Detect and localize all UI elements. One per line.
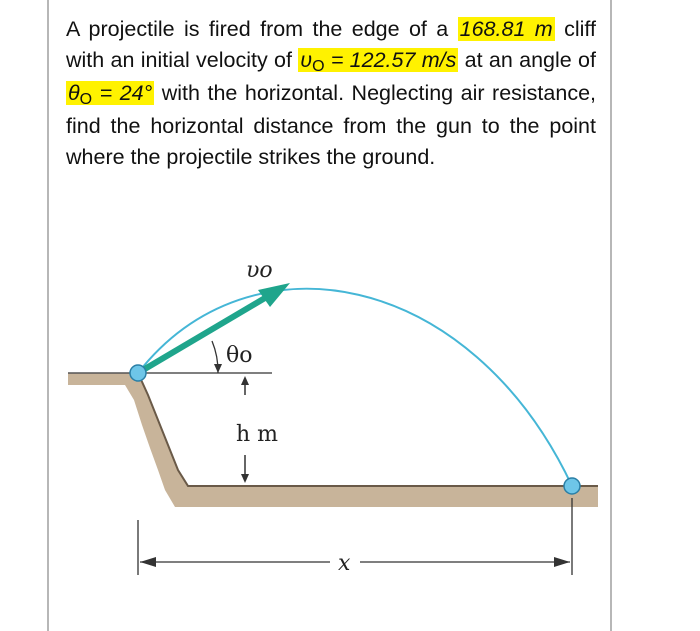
distance-arrowhead-left bbox=[140, 557, 156, 567]
angle-arc-arrowhead bbox=[214, 364, 222, 373]
intro-text: A projectile is fired from the edge of a bbox=[66, 17, 449, 41]
height-label: h m bbox=[236, 422, 279, 447]
velocity-label: υo bbox=[246, 258, 273, 283]
angle-equation: = 24° bbox=[99, 81, 153, 105]
impact-point-ball bbox=[564, 478, 580, 494]
height-arrowhead-down bbox=[241, 474, 249, 483]
angle-label: θo bbox=[226, 343, 253, 368]
velocity-equation: = 122.57 m/s bbox=[330, 48, 457, 72]
angle-intro-text: at an angle of bbox=[464, 48, 596, 72]
height-arrowhead-up bbox=[241, 376, 249, 385]
cliff-edge-line bbox=[138, 373, 598, 486]
height-value-highlight: 168.81 m bbox=[459, 17, 553, 41]
velocity-subscript: O bbox=[312, 58, 325, 75]
velocity-arrowhead bbox=[258, 283, 290, 307]
launch-point-ball bbox=[130, 365, 146, 381]
trajectory-curve bbox=[138, 289, 572, 486]
velocity-symbol: υ bbox=[300, 48, 313, 72]
distance-label: x bbox=[338, 551, 351, 576]
angle-symbol: θ bbox=[68, 81, 80, 105]
angle-subscript: O bbox=[79, 91, 93, 108]
velocity-intro-text: cliff with an initial velocity of bbox=[66, 17, 596, 72]
question-text: with the horizontal. Neglecting air resistance, find the horizontal distance from the gun to the point where the projectile strikes the ground. bbox=[66, 81, 597, 169]
distance-arrowhead-right bbox=[554, 557, 570, 567]
